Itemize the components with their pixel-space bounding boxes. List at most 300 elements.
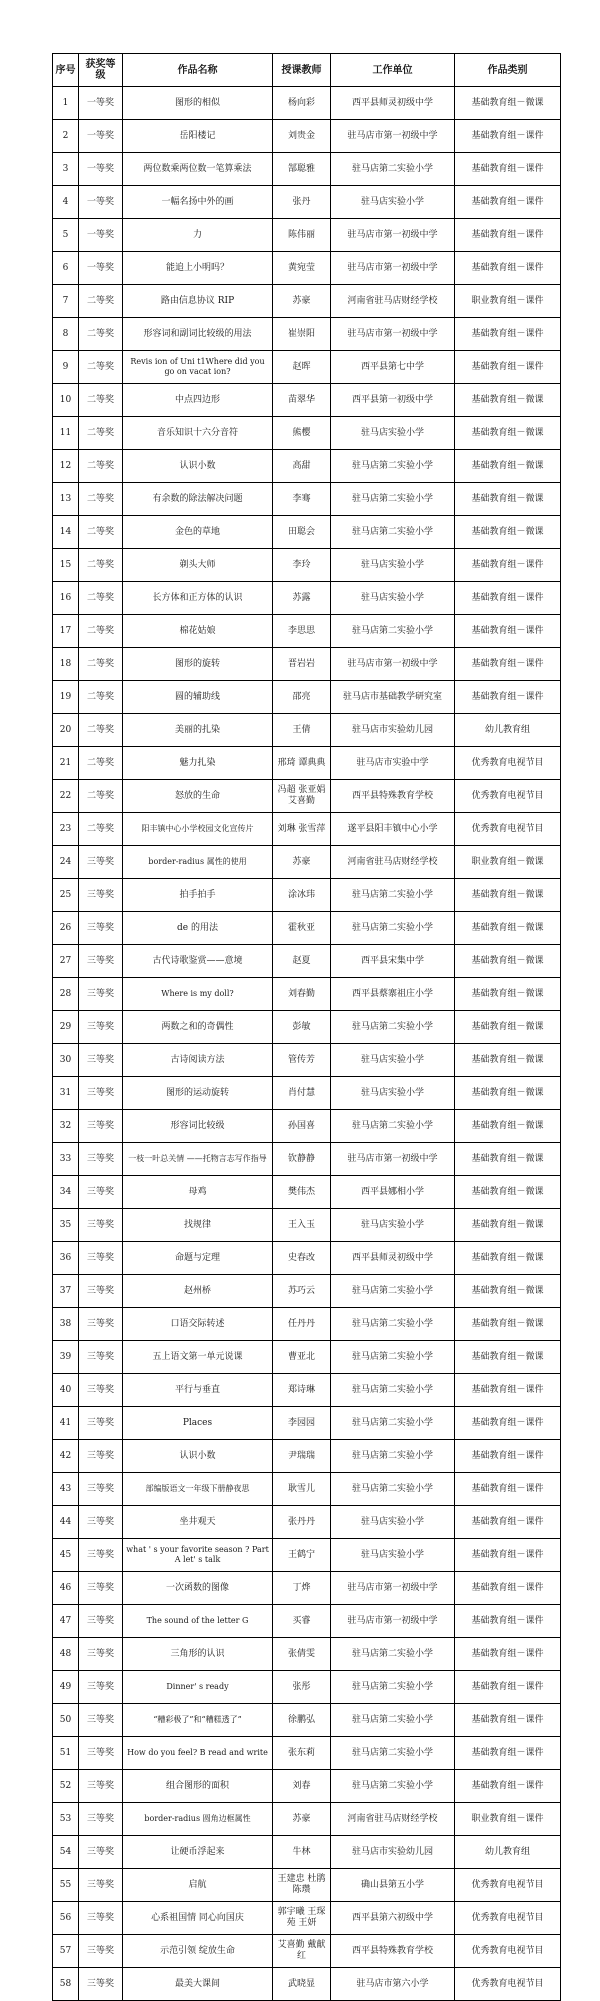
cell-work-title: border-radius 属性的使用 — [123, 846, 273, 879]
cell-award-level: 三等奖 — [79, 1242, 123, 1275]
cell-teacher: 管传芳 — [273, 1044, 331, 1077]
table-row — [53, 1836, 561, 1869]
cell-work-unit: 驻马店市第一初级中学 — [331, 219, 455, 252]
cell-teacher: 肖付慧 — [273, 1077, 331, 1110]
cell-work-unit: 驻马店第二实验小学 — [331, 1671, 455, 1704]
cell-teacher: 陈伟丽 — [273, 219, 331, 252]
cell-work-title: de 的用法 — [123, 912, 273, 945]
cell-teacher: 崔崇阳 — [273, 318, 331, 351]
cell-award-level: 二等奖 — [79, 582, 123, 615]
cell-award-level: 二等奖 — [79, 285, 123, 318]
table-row — [53, 1605, 561, 1638]
cell-award-level: 二等奖 — [79, 417, 123, 450]
cell-category: 基础教育组－课件 — [455, 1671, 561, 1704]
cell-award-level: 一等奖 — [79, 219, 123, 252]
cell-work-title: 部编版语文一年级下册静夜思 — [123, 1473, 273, 1506]
cell-work-title: Where is my doll? — [123, 978, 273, 1011]
cell-teacher: 张倩雯 — [273, 1638, 331, 1671]
header-teacher: 授课教师 — [273, 54, 331, 87]
cell-index: 10 — [53, 384, 79, 417]
table-row — [53, 1341, 561, 1374]
cell-teacher: 张东莉 — [273, 1737, 331, 1770]
cell-category: 基础教育组－微课 — [455, 1044, 561, 1077]
cell-work-unit: 驻马店第二实验小学 — [331, 1110, 455, 1143]
cell-index: 32 — [53, 1110, 79, 1143]
cell-teacher: 丁烨 — [273, 1572, 331, 1605]
table-row — [53, 1704, 561, 1737]
cell-category: 基础教育组－微课 — [455, 87, 561, 120]
cell-index: 18 — [53, 648, 79, 681]
cell-category: 优秀教育电视节目 — [455, 1968, 561, 2001]
cell-index: 28 — [53, 978, 79, 1011]
table-row — [53, 846, 561, 879]
cell-category: 职业教育组－微课 — [455, 846, 561, 879]
table-row — [53, 1407, 561, 1440]
cell-award-level: 一等奖 — [79, 120, 123, 153]
table-row — [53, 120, 561, 153]
cell-teacher: 李思思 — [273, 615, 331, 648]
cell-work-title: 拍手拍手 — [123, 879, 273, 912]
cell-teacher: 涂冰玮 — [273, 879, 331, 912]
table-row — [53, 1572, 561, 1605]
cell-teacher: 牛林 — [273, 1836, 331, 1869]
cell-work-title: The sound of the letter G — [123, 1605, 273, 1638]
cell-award-level: 三等奖 — [79, 1374, 123, 1407]
cell-index: 21 — [53, 747, 79, 780]
cell-award-level: 一等奖 — [79, 252, 123, 285]
cell-work-unit: 河南省驻马店财经学校 — [331, 1803, 455, 1836]
cell-award-level: 二等奖 — [79, 780, 123, 813]
cell-teacher: 黄宛莹 — [273, 252, 331, 285]
cell-category: 基础教育组－课件 — [455, 252, 561, 285]
table-row — [53, 978, 561, 1011]
cell-work-unit: 驻马店实验小学 — [331, 1506, 455, 1539]
cell-award-level: 三等奖 — [79, 1011, 123, 1044]
cell-index: 33 — [53, 1143, 79, 1176]
cell-category: 优秀教育电视节目 — [455, 1869, 561, 1902]
cell-work-unit: 遂平县阳丰镇中心小学 — [331, 813, 455, 846]
cell-work-unit: 驻马店第二实验小学 — [331, 1407, 455, 1440]
cell-index: 11 — [53, 417, 79, 450]
cell-award-level: 三等奖 — [79, 1539, 123, 1572]
cell-category: 基础教育组－课件 — [455, 615, 561, 648]
cell-teacher: 霍秋亚 — [273, 912, 331, 945]
cell-teacher: 邢琦 谭典典 — [273, 747, 331, 780]
cell-teacher: 耿雪儿 — [273, 1473, 331, 1506]
cell-work-unit: 驻马店第二实验小学 — [331, 483, 455, 516]
cell-award-level: 三等奖 — [79, 1308, 123, 1341]
cell-work-unit: 西平县第六初级中学 — [331, 1902, 455, 1935]
cell-index: 15 — [53, 549, 79, 582]
cell-work-title: 平行与垂直 — [123, 1374, 273, 1407]
cell-work-title: 五上语文第一单元说课 — [123, 1341, 273, 1374]
cell-award-level: 三等奖 — [79, 1869, 123, 1902]
cell-work-unit: 驻马店市第六小学 — [331, 1968, 455, 2001]
cell-work-unit: 河南省驻马店财经学校 — [331, 285, 455, 318]
cell-category: 基础教育组－课件 — [455, 1506, 561, 1539]
cell-work-title: 怒放的生命 — [123, 780, 273, 813]
cell-award-level: 三等奖 — [79, 945, 123, 978]
cell-work-title: 金色的草地 — [123, 516, 273, 549]
cell-teacher: 赵夏 — [273, 945, 331, 978]
cell-work-unit: 驻马店实验小学 — [331, 1539, 455, 1572]
cell-teacher: 李玲 — [273, 549, 331, 582]
cell-index: 19 — [53, 681, 79, 714]
cell-category: 基础教育组－课件 — [455, 681, 561, 714]
cell-work-unit: 驻马店第二实验小学 — [331, 1770, 455, 1803]
cell-index: 34 — [53, 1176, 79, 1209]
header-category: 作品类别 — [455, 54, 561, 87]
cell-work-title: 能追上小明吗？ — [123, 252, 273, 285]
cell-work-unit: 驻马店市实验中学 — [331, 747, 455, 780]
cell-award-level: 三等奖 — [79, 912, 123, 945]
cell-index: 40 — [53, 1374, 79, 1407]
cell-index: 49 — [53, 1671, 79, 1704]
cell-award-level: 二等奖 — [79, 615, 123, 648]
cell-work-unit: 驻马店市第一初级中学 — [331, 120, 455, 153]
cell-award-level: 二等奖 — [79, 384, 123, 417]
cell-work-title: 一次函数的图像 — [123, 1572, 273, 1605]
cell-teacher: 买睿 — [273, 1605, 331, 1638]
cell-category: 优秀教育电视节目 — [455, 747, 561, 780]
cell-work-unit: 驻马店市实验幼儿园 — [331, 714, 455, 747]
table-row — [53, 1011, 561, 1044]
cell-work-title: 母鸡 — [123, 1176, 273, 1209]
cell-index: 46 — [53, 1572, 79, 1605]
cell-index: 45 — [53, 1539, 79, 1572]
cell-teacher: 杨向彩 — [273, 87, 331, 120]
cell-category: 基础教育组－课件 — [455, 648, 561, 681]
table-row — [53, 615, 561, 648]
cell-award-level: 三等奖 — [79, 879, 123, 912]
cell-work-unit: 驻马店第二实验小学 — [331, 153, 455, 186]
cell-category: 基础教育组－微课 — [455, 1143, 561, 1176]
cell-teacher: 郑诗琳 — [273, 1374, 331, 1407]
cell-teacher: 王入玉 — [273, 1209, 331, 1242]
cell-work-title: 魅力扎染 — [123, 747, 273, 780]
cell-work-unit: 驻马店第二实验小学 — [331, 879, 455, 912]
cell-work-unit: 驻马店第二实验小学 — [331, 1374, 455, 1407]
cell-index: 2 — [53, 120, 79, 153]
cell-index: 16 — [53, 582, 79, 615]
cell-teacher: 徐鹏弘 — [273, 1704, 331, 1737]
cell-work-unit: 驻马店第二实验小学 — [331, 1011, 455, 1044]
cell-teacher: 郜聪雅 — [273, 153, 331, 186]
cell-index: 14 — [53, 516, 79, 549]
cell-category: 基础教育组－课件 — [455, 219, 561, 252]
cell-work-unit: 驻马店第二实验小学 — [331, 450, 455, 483]
cell-category: 优秀教育电视节目 — [455, 780, 561, 813]
cell-work-title: 古代诗歌鉴赏——意境 — [123, 945, 273, 978]
cell-award-level: 三等奖 — [79, 1506, 123, 1539]
cell-work-unit: 驻马店第二实验小学 — [331, 1308, 455, 1341]
cell-category: 基础教育组－微课 — [455, 1275, 561, 1308]
cell-category: 基础教育组－课件 — [455, 351, 561, 384]
cell-index: 13 — [53, 483, 79, 516]
cell-index: 1 — [53, 87, 79, 120]
cell-category: 基础教育组－微课 — [455, 516, 561, 549]
award-table — [52, 53, 561, 2001]
table-row — [53, 1638, 561, 1671]
cell-award-level: 三等奖 — [79, 1077, 123, 1110]
cell-teacher: 田聪会 — [273, 516, 331, 549]
cell-award-level: 二等奖 — [79, 450, 123, 483]
cell-index: 20 — [53, 714, 79, 747]
cell-index: 30 — [53, 1044, 79, 1077]
cell-category: 基础教育组－微课 — [455, 879, 561, 912]
cell-award-level: 三等奖 — [79, 1473, 123, 1506]
cell-work-title: 口语交际转述 — [123, 1308, 273, 1341]
cell-work-title: 有余数的除法解决问题 — [123, 483, 273, 516]
cell-work-title: 两数之和的奇偶性 — [123, 1011, 273, 1044]
cell-index: 53 — [53, 1803, 79, 1836]
cell-award-level: 三等奖 — [79, 1440, 123, 1473]
table-row — [53, 1044, 561, 1077]
cell-award-level: 二等奖 — [79, 648, 123, 681]
cell-index: 12 — [53, 450, 79, 483]
cell-work-title: 路由信息协议 RIP — [123, 285, 273, 318]
cell-work-title: 心系祖国情 同心向国庆 — [123, 1902, 273, 1935]
cell-teacher: 苏豪 — [273, 846, 331, 879]
cell-award-level: 三等奖 — [79, 1968, 123, 2001]
cell-award-level: 三等奖 — [79, 1902, 123, 1935]
table-row — [53, 1737, 561, 1770]
cell-award-level: 三等奖 — [79, 1638, 123, 1671]
cell-teacher: 李园园 — [273, 1407, 331, 1440]
cell-work-unit: 驻马店实验小学 — [331, 186, 455, 219]
cell-teacher: 张彤 — [273, 1671, 331, 1704]
cell-award-level: 三等奖 — [79, 1341, 123, 1374]
cell-award-level: 二等奖 — [79, 351, 123, 384]
cell-index: 35 — [53, 1209, 79, 1242]
table-row — [53, 912, 561, 945]
cell-award-level: 三等奖 — [79, 1176, 123, 1209]
header-award-level: 获奖等级 — [79, 54, 123, 87]
cell-index: 17 — [53, 615, 79, 648]
cell-teacher: 尹瑞瑞 — [273, 1440, 331, 1473]
cell-index: 3 — [53, 153, 79, 186]
cell-work-title: 认识小数 — [123, 450, 273, 483]
cell-category: 基础教育组－微课 — [455, 1077, 561, 1110]
cell-index: 41 — [53, 1407, 79, 1440]
cell-teacher: 刘贵金 — [273, 120, 331, 153]
cell-award-level: 三等奖 — [79, 1044, 123, 1077]
cell-category: 基础教育组－微课 — [455, 450, 561, 483]
cell-work-title: 启航 — [123, 1869, 273, 1902]
cell-category: 基础教育组－课件 — [455, 1770, 561, 1803]
cell-index: 6 — [53, 252, 79, 285]
cell-award-level: 三等奖 — [79, 846, 123, 879]
table-row — [53, 384, 561, 417]
cell-teacher: 王建忠 杜鹃 陈瓒 — [273, 1869, 331, 1902]
cell-work-unit: 驻马店实验小学 — [331, 1077, 455, 1110]
cell-category: 职业教育组－课件 — [455, 1803, 561, 1836]
table-row — [53, 1275, 561, 1308]
cell-work-unit: 驻马店市第一初级中学 — [331, 648, 455, 681]
cell-teacher: 苏豪 — [273, 1803, 331, 1836]
table-row — [53, 1671, 561, 1704]
cell-work-unit: 驻马店第二实验小学 — [331, 1737, 455, 1770]
cell-index: 54 — [53, 1836, 79, 1869]
cell-category: 基础教育组－微课 — [455, 945, 561, 978]
cell-work-title: border-radius 圆角边框属性 — [123, 1803, 273, 1836]
cell-award-level: 三等奖 — [79, 1407, 123, 1440]
cell-teacher: 苏露 — [273, 582, 331, 615]
cell-category: 基础教育组－课件 — [455, 1539, 561, 1572]
header-index: 序号 — [53, 54, 79, 87]
table-row — [53, 1935, 561, 1968]
cell-work-title: 图形的相似 — [123, 87, 273, 120]
cell-index: 47 — [53, 1605, 79, 1638]
cell-index: 23 — [53, 813, 79, 846]
cell-index: 37 — [53, 1275, 79, 1308]
cell-work-title: How do you feel? B read and write — [123, 1737, 273, 1770]
cell-teacher: 冯超 张亚娟 艾喜勤 — [273, 780, 331, 813]
cell-index: 8 — [53, 318, 79, 351]
cell-work-unit: 驻马店市第一初级中学 — [331, 1143, 455, 1176]
cell-teacher: 钦静静 — [273, 1143, 331, 1176]
cell-category: 基础教育组－微课 — [455, 384, 561, 417]
cell-category: 基础教育组－微课 — [455, 483, 561, 516]
cell-award-level: 三等奖 — [79, 1836, 123, 1869]
cell-index: 38 — [53, 1308, 79, 1341]
table-row — [53, 1308, 561, 1341]
cell-category: 基础教育组－课件 — [455, 582, 561, 615]
cell-award-level: 三等奖 — [79, 1209, 123, 1242]
cell-work-title: “糟彩极了”和“糟糕透了” — [123, 1704, 273, 1737]
cell-work-title: what ' s your favorite season ? Part A let' s talk — [123, 1539, 273, 1572]
cell-award-level: 三等奖 — [79, 1704, 123, 1737]
cell-index: 55 — [53, 1869, 79, 1902]
header-work-unit: 工作单位 — [331, 54, 455, 87]
table-row — [53, 1902, 561, 1935]
cell-work-unit: 驻马店实验小学 — [331, 1044, 455, 1077]
cell-work-unit: 西平县蔡寨祖庄小学 — [331, 978, 455, 1011]
cell-category: 基础教育组－微课 — [455, 1308, 561, 1341]
cell-category: 基础教育组－微课 — [455, 978, 561, 1011]
table-row — [53, 1869, 561, 1902]
cell-work-title: 坐井观天 — [123, 1506, 273, 1539]
cell-teacher: 艾喜勤 戴献红 — [273, 1935, 331, 1968]
cell-teacher: 刘春 — [273, 1770, 331, 1803]
cell-index: 27 — [53, 945, 79, 978]
table-row — [53, 1803, 561, 1836]
cell-teacher: 苏巧云 — [273, 1275, 331, 1308]
cell-award-level: 三等奖 — [79, 1935, 123, 1968]
table-row — [53, 1473, 561, 1506]
cell-teacher: 武晓显 — [273, 1968, 331, 2001]
cell-work-unit: 驻马店市第一初级中学 — [331, 318, 455, 351]
cell-work-title: 让硬币浮起来 — [123, 1836, 273, 1869]
cell-category: 基础教育组－微课 — [455, 1209, 561, 1242]
table-row — [53, 285, 561, 318]
cell-teacher: 邵亮 — [273, 681, 331, 714]
cell-index: 51 — [53, 1737, 79, 1770]
cell-award-level: 一等奖 — [79, 87, 123, 120]
cell-index: 43 — [53, 1473, 79, 1506]
cell-index: 29 — [53, 1011, 79, 1044]
cell-award-level: 一等奖 — [79, 153, 123, 186]
cell-category: 基础教育组－微课 — [455, 1110, 561, 1143]
table-row — [53, 1968, 561, 2001]
cell-work-title: 找规律 — [123, 1209, 273, 1242]
table-row — [53, 252, 561, 285]
cell-teacher: 樊伟杰 — [273, 1176, 331, 1209]
table-row — [53, 516, 561, 549]
cell-work-title: Dinner' s ready — [123, 1671, 273, 1704]
cell-work-title: 两位数乘两位数一笔算乘法 — [123, 153, 273, 186]
cell-category: 基础教育组－课件 — [455, 1605, 561, 1638]
cell-work-title: Places — [123, 1407, 273, 1440]
cell-award-level: 三等奖 — [79, 1572, 123, 1605]
cell-award-level: 二等奖 — [79, 516, 123, 549]
table-row — [53, 351, 561, 384]
cell-index: 39 — [53, 1341, 79, 1374]
cell-work-title: 示范引领 绽放生命 — [123, 1935, 273, 1968]
table-row — [53, 417, 561, 450]
cell-work-unit: 驻马店实验小学 — [331, 549, 455, 582]
cell-teacher: 高甜 — [273, 450, 331, 483]
cell-work-unit: 西平县第一初级中学 — [331, 384, 455, 417]
cell-work-unit: 驻马店第二实验小学 — [331, 912, 455, 945]
table-row — [53, 1242, 561, 1275]
table-row — [53, 681, 561, 714]
cell-work-unit: 西平县师灵初级中学 — [331, 1242, 455, 1275]
cell-work-title: 最美大课间 — [123, 1968, 273, 2001]
cell-category: 基础教育组－课件 — [455, 120, 561, 153]
cell-work-title: 美丽的扎染 — [123, 714, 273, 747]
cell-work-unit: 驻马店实验小学 — [331, 582, 455, 615]
cell-teacher: 张丹 — [273, 186, 331, 219]
cell-award-level: 二等奖 — [79, 714, 123, 747]
cell-teacher: 史春改 — [273, 1242, 331, 1275]
table-row — [53, 186, 561, 219]
cell-category: 职业教育组－课件 — [455, 285, 561, 318]
cell-work-unit: 驻马店市实验幼儿园 — [331, 1836, 455, 1869]
cell-work-title: 三角形的认识 — [123, 1638, 273, 1671]
cell-work-title: 古诗阅读方法 — [123, 1044, 273, 1077]
table-row — [53, 219, 561, 252]
table-row — [53, 582, 561, 615]
cell-award-level: 三等奖 — [79, 1143, 123, 1176]
cell-work-unit: 驻马店第二实验小学 — [331, 1473, 455, 1506]
cell-teacher: 王倩 — [273, 714, 331, 747]
cell-work-title: 图形的旋转 — [123, 648, 273, 681]
cell-work-unit: 驻马店第二实验小学 — [331, 516, 455, 549]
table-row — [53, 747, 561, 780]
cell-teacher: 赵晖 — [273, 351, 331, 384]
cell-category: 基础教育组－微课 — [455, 1011, 561, 1044]
cell-work-title: 形容词和副词比较级的用法 — [123, 318, 273, 351]
table-row — [53, 1770, 561, 1803]
cell-index: 36 — [53, 1242, 79, 1275]
cell-teacher: 晋岩岩 — [273, 648, 331, 681]
cell-work-title: 赵州桥 — [123, 1275, 273, 1308]
cell-teacher: 苏豪 — [273, 285, 331, 318]
cell-work-unit: 西平县师灵初级中学 — [331, 87, 455, 120]
cell-category: 优秀教育电视节目 — [455, 813, 561, 846]
table-row — [53, 1077, 561, 1110]
cell-teacher: 孙国喜 — [273, 1110, 331, 1143]
cell-index: 52 — [53, 1770, 79, 1803]
cell-work-unit: 西平县特殊教育学校 — [331, 1935, 455, 1968]
cell-category: 幼儿教育组 — [455, 714, 561, 747]
table-row — [53, 813, 561, 846]
table-row — [53, 714, 561, 747]
cell-award-level: 二等奖 — [79, 318, 123, 351]
table-row — [53, 87, 561, 120]
cell-work-title: 阳丰镇中心小学校园文化宣传片 — [123, 813, 273, 846]
